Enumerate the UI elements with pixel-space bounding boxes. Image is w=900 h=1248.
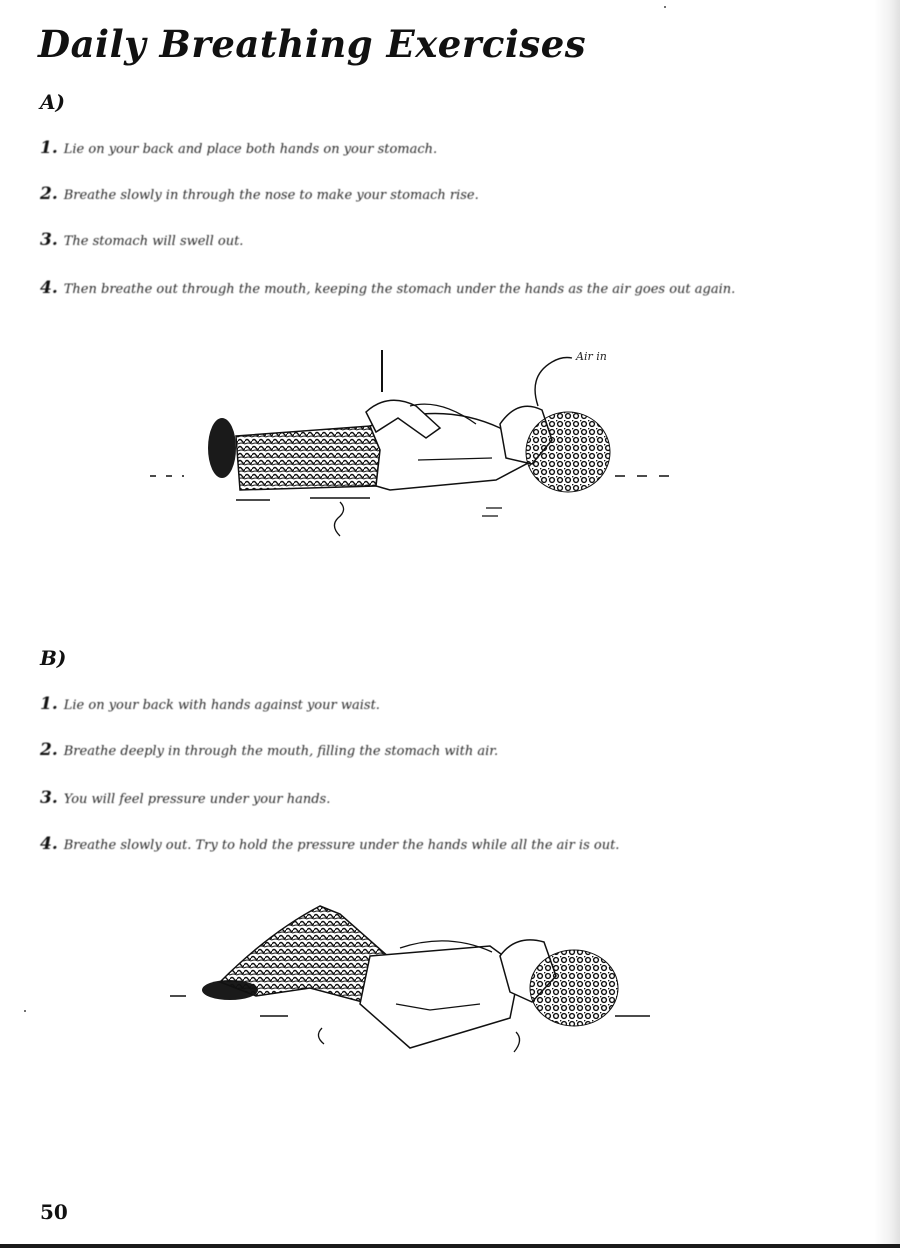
section-b-label: B) xyxy=(40,646,67,670)
figure-a-lying-flat xyxy=(140,340,700,550)
section-b-step-2 xyxy=(40,740,498,760)
section-a-step-4 xyxy=(40,278,735,298)
scan-speck xyxy=(664,6,666,8)
section-a-step-3 xyxy=(40,230,243,250)
section-b-step-4 xyxy=(40,834,619,854)
step-text: You will feel pressure under your hands. xyxy=(63,792,331,807)
page-title: Daily Breathing Exercises xyxy=(38,22,587,66)
step-text: Lie on your back with hands against your waist. xyxy=(63,698,380,713)
hair xyxy=(530,950,618,1026)
legs xyxy=(236,426,380,490)
torso xyxy=(360,946,520,1048)
step-number: 1. xyxy=(40,138,58,158)
section-b-step-3 xyxy=(40,788,330,808)
page-bottom-edge xyxy=(0,1244,900,1248)
step-number: 2. xyxy=(40,184,58,204)
step-number: 2. xyxy=(40,740,58,760)
step-number: 1. xyxy=(40,694,58,714)
scan-speck xyxy=(24,1010,26,1012)
step-text: Breathe deeply in through the mouth, filling the stomach with air. xyxy=(63,744,499,759)
step-text: Lie on your back and place both hands on your stomach. xyxy=(63,142,438,157)
step-text: Breathe slowly in through the nose to make your stomach rise. xyxy=(63,188,479,203)
section-a-step-1 xyxy=(40,138,437,158)
step-number: 4. xyxy=(40,834,58,854)
step-text: Breathe slowly out. Try to hold the pressure under the hands while all the air is out. xyxy=(63,838,620,853)
step-text: Then breathe out through the mouth, keeping the stomach under the hands as the air goes out again. xyxy=(63,282,736,297)
hair xyxy=(526,412,610,492)
page-edge-shadow xyxy=(874,0,900,1248)
air-in-label: Air in xyxy=(576,350,607,363)
step-text: The stomach will swell out. xyxy=(63,234,244,249)
step-number: 3. xyxy=(40,230,58,250)
page-number: 50 xyxy=(40,1200,68,1224)
section-a-label: A) xyxy=(40,90,65,114)
step-number: 3. xyxy=(40,788,58,808)
figure-b-knees-bent xyxy=(160,892,660,1072)
section-a-step-2 xyxy=(40,184,479,204)
air-in-arrow xyxy=(535,358,572,407)
feet xyxy=(208,418,236,478)
step-number: 4. xyxy=(40,278,58,298)
section-b-step-1 xyxy=(40,694,380,714)
